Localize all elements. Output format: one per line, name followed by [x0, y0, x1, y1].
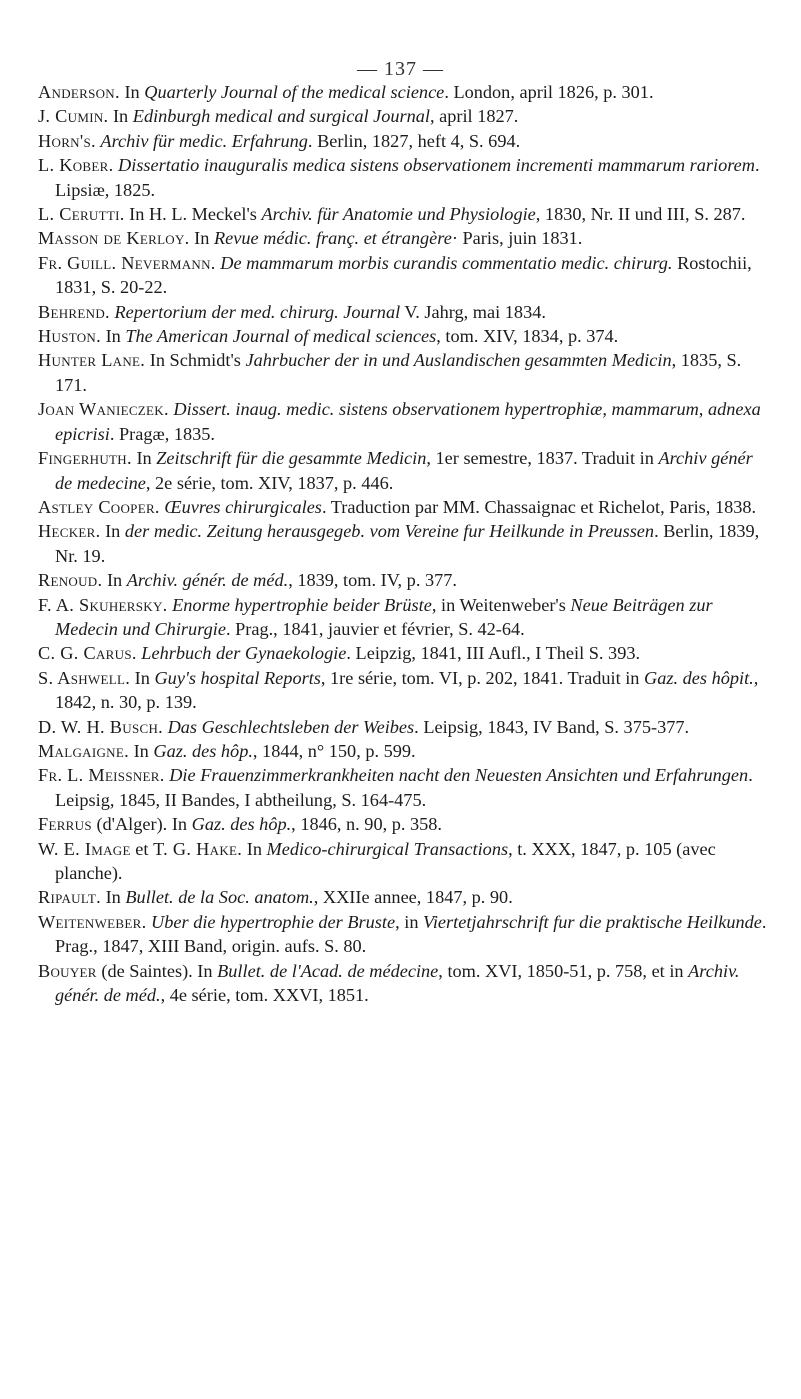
entry-prefix: In H. L. Meckel's	[129, 204, 257, 225]
entry-details-secondary: , 1842, n. 30, p. 139.	[55, 667, 759, 713]
entry-author: Ferrus	[38, 814, 92, 835]
entry-title: Zeitschrift für die gesammte Medicin	[156, 448, 427, 469]
entry-prefix: (de Saintes). In	[101, 960, 213, 981]
bibliography-entry	[38, 397, 772, 446]
entry-title: der medic. Zeitung herausgegeb. vom Vereine fur Heilkunde in Preussen	[124, 521, 655, 542]
entry-prefix: In Schmidt's	[149, 350, 241, 371]
bibliography-entry	[38, 300, 772, 324]
entry-details: , tom. XVI, 1850-51, p. 758, et in	[438, 960, 684, 981]
entry-prefix: In	[136, 448, 152, 469]
bibliography-entry	[38, 885, 772, 909]
bibliography-entry	[38, 812, 772, 836]
entry-details: . Berlin, 1827, heft 4, S. 694.	[307, 130, 521, 151]
entry-details-secondary: , 4e série, tom. XXVI, 1851.	[160, 985, 369, 1006]
bibliography-entry	[38, 202, 772, 226]
entry-title: Repertorium der med. chirurg. Journal	[114, 301, 401, 322]
entry-details-secondary: , 2e série, tom. XIV, 1837, p. 446.	[145, 472, 394, 493]
entry-title: Medico-chirurgical Transactions	[266, 838, 509, 859]
entry-prefix: In	[134, 667, 150, 688]
entry-title: Archiv. génér. de méd.	[126, 570, 289, 591]
entry-author: Renoud.	[38, 570, 103, 591]
entry-author: Hecker.	[38, 521, 101, 542]
entry-details: . Pragæ, 1835.	[109, 423, 215, 444]
entry-title: De mammarum morbis curandis commentatio medic. chirurg.	[220, 252, 673, 273]
entry-details: , 1er semestre, 1837. Traduit in	[426, 448, 654, 469]
entry-title: Archiv für medic. Erfahrung	[100, 130, 308, 151]
entry-details: , 1844, n° 150, p. 599.	[252, 740, 416, 761]
entry-title: Enorme hypertrophie beider Brüste	[172, 594, 432, 615]
entry-title-secondary: Gaz. des hôpit.	[644, 667, 754, 688]
entry-author: Fr. L. Meissner.	[38, 765, 165, 786]
entry-title: Dissert. inaug. medic. sistens observationem hypertrophiæ, mammarum, adnexa epicrisi	[55, 399, 761, 444]
entry-author: S. Ashwell.	[38, 667, 131, 688]
bibliography-entry	[38, 910, 772, 959]
entry-prefix: In	[112, 106, 129, 127]
entry-prefix: In	[105, 887, 121, 908]
entry-title: Dissertatio inauguralis medica sistens observationem incrementi mammarum rariorem	[118, 155, 755, 176]
entry-title: Gaz. des hôp.	[191, 814, 292, 835]
entry-details: , april 1827.	[430, 106, 519, 127]
entry-details: Rostochii, 1831, S. 20-22.	[55, 252, 752, 298]
bibliography-entry	[38, 324, 772, 348]
entry-details-secondary: . Prag., 1841, jauvier et février, S. 42-64.	[225, 618, 525, 639]
entry-details: , 1830, Nr. II und III, S. 287.	[535, 204, 746, 225]
entry-details: . Berlin, 1839, Nr. 19.	[55, 521, 760, 566]
bibliography-entry	[38, 763, 772, 812]
entry-prefix: In	[105, 326, 121, 347]
entry-details: , XXIIe annee, 1847, p. 90.	[313, 887, 513, 908]
entry-details: . Lipsiæ, 1825.	[55, 155, 760, 200]
bibliography-entry	[38, 153, 772, 202]
entry-details: . Traduction par MM. Chassaignac et Richelot, Paris, 1838.	[321, 496, 757, 517]
entry-prefix: et	[135, 838, 149, 859]
entry-author: Ripault.	[38, 887, 101, 908]
entry-prefix: In	[124, 82, 140, 102]
bibliography-entry	[38, 129, 772, 153]
entry-details: . Leipzig, 1841, III Aufl., I Theil S. 393.	[346, 643, 641, 664]
entry-details: , 1839, tom. IV, p. 377.	[288, 570, 457, 591]
bibliography-entry	[38, 568, 772, 592]
entry-details: . Leipsig, 1843, IV Band, S. 375-377.	[414, 716, 690, 737]
entry-author: Horn's.	[38, 130, 96, 151]
entry-details: , 1re série, tom. VI, p. 202, 1841. Traduit in	[320, 667, 640, 688]
entry-coauthor: T. G. Hake.	[153, 838, 243, 859]
entry-author: Malgaigne.	[38, 740, 129, 761]
entry-author: J. Cumin.	[38, 106, 109, 127]
entry-title: Die Frauenzimmerkrankheiten nacht den Neuesten Ansichten und Erfahrungen	[169, 765, 749, 786]
entry-details: · Paris, juin 1831.	[451, 228, 583, 249]
entry-prefix-secondary: In	[246, 838, 262, 859]
entry-title: Uber die hypertrophie der Bruste	[151, 911, 396, 932]
entry-details: . Leipsig, 1845, II Bandes, I abtheilung, S. 164-475.	[55, 765, 753, 810]
entry-title: Quarterly Journal of the medical science	[144, 82, 445, 102]
bibliography-entry	[38, 251, 772, 300]
entry-details: , in	[395, 911, 419, 932]
entry-author: Weitenweber.	[38, 911, 147, 932]
bibliography-entry	[38, 104, 772, 128]
entry-title: Gaz. des hôp.	[153, 740, 253, 761]
entry-prefix: In	[194, 228, 210, 249]
entry-author: Bouyer	[38, 960, 97, 981]
entry-prefix: In	[133, 740, 149, 761]
entry-prefix: (d'Alger). In	[96, 814, 188, 835]
bibliography-entry	[38, 593, 772, 642]
entry-title: Revue médic. franç. et étrangère	[213, 228, 452, 249]
entry-author: D. W. H. Busch.	[38, 716, 164, 737]
entry-author: L. Kober.	[38, 155, 114, 176]
entry-author: Masson de Kerloy.	[38, 228, 190, 249]
bibliography-entry	[38, 80, 772, 104]
entry-author: C. G. Carus.	[38, 643, 137, 664]
entry-title-secondary: Archiv génér de medecine	[55, 448, 753, 493]
entry-author: Anderson.	[38, 82, 120, 102]
entry-title: Lehrbuch der Gynaekologie	[141, 643, 347, 664]
entry-details: , tom. XIV, 1834, p. 374.	[436, 326, 619, 347]
entry-author: W. E. Image	[38, 838, 131, 859]
entry-title: Bullet. de la Soc. anatom.	[125, 887, 314, 908]
entry-author: Joan Wanieczek.	[38, 399, 169, 420]
entry-title: Œuvres chirurgicales	[164, 496, 322, 517]
bibliography-entry	[38, 837, 772, 886]
bibliography-entry	[38, 641, 772, 665]
entry-prefix: In	[106, 570, 123, 591]
bibliography-list	[38, 80, 772, 1007]
entry-author: Huston.	[38, 326, 101, 347]
entry-author: L. Cerutti.	[38, 204, 125, 225]
entry-author: F. A. Skuhersky.	[38, 594, 168, 615]
entry-author: Fingerhuth.	[38, 448, 132, 469]
entry-prefix: In	[105, 521, 121, 542]
entry-title: Bullet. de l'Acad. de médecine	[217, 960, 439, 981]
bibliography-entry	[38, 715, 772, 739]
bibliography-entry	[38, 226, 772, 250]
entry-title-secondary: Neue Beiträgen zur Medecin und Chirurgie	[55, 594, 713, 639]
entry-author: Fr. Guill. Nevermann.	[38, 252, 216, 273]
entry-title: Guy's hospital Reports	[154, 667, 321, 688]
entry-author: Hunter Lane.	[38, 350, 146, 371]
entry-title: The American Journal of medical sciences	[125, 326, 437, 347]
bibliography-entry	[38, 739, 772, 763]
entry-title-secondary: Archiv. génér. de méd.	[55, 960, 740, 1006]
entry-details-secondary: . Prag., 1847, XIII Band, origin. aufs. S. 80.	[55, 911, 767, 957]
bibliography-entry	[38, 495, 772, 519]
bibliography-entry	[38, 446, 772, 495]
bibliography-entry	[38, 959, 772, 1008]
entry-author: Astley Cooper.	[38, 496, 160, 517]
entry-title: Das Geschlechtsleben der Weibes	[167, 716, 415, 737]
entry-details: , in Weitenweber's	[431, 594, 566, 615]
page-number: — 137 —	[357, 58, 444, 80]
bibliography-entry	[38, 519, 772, 568]
entry-title-secondary: Viertetjahrschrift fur die praktische Heilkunde	[423, 911, 762, 932]
entry-details: . London, april 1826, p. 301.	[444, 82, 654, 102]
entry-details: , 1835, S. 171.	[55, 350, 742, 395]
entry-title: Jahrbucher der in und Auslandischen gesammten Medicin	[245, 350, 672, 371]
entry-details: , 1846, n. 90, p. 358.	[291, 814, 442, 835]
entry-title: Edinburgh medical and surgical Journal	[132, 106, 430, 127]
bibliography-entry	[38, 666, 772, 715]
entry-details: , t. XXX, 1847, p. 105 (avec planche).	[55, 838, 716, 883]
entry-details: V. Jahrg, mai 1834.	[400, 301, 546, 322]
entry-title: Archiv. für Anatomie und Physiologie	[261, 204, 536, 225]
entry-author: Behrend.	[38, 301, 110, 322]
bibliography-entry	[38, 348, 772, 397]
